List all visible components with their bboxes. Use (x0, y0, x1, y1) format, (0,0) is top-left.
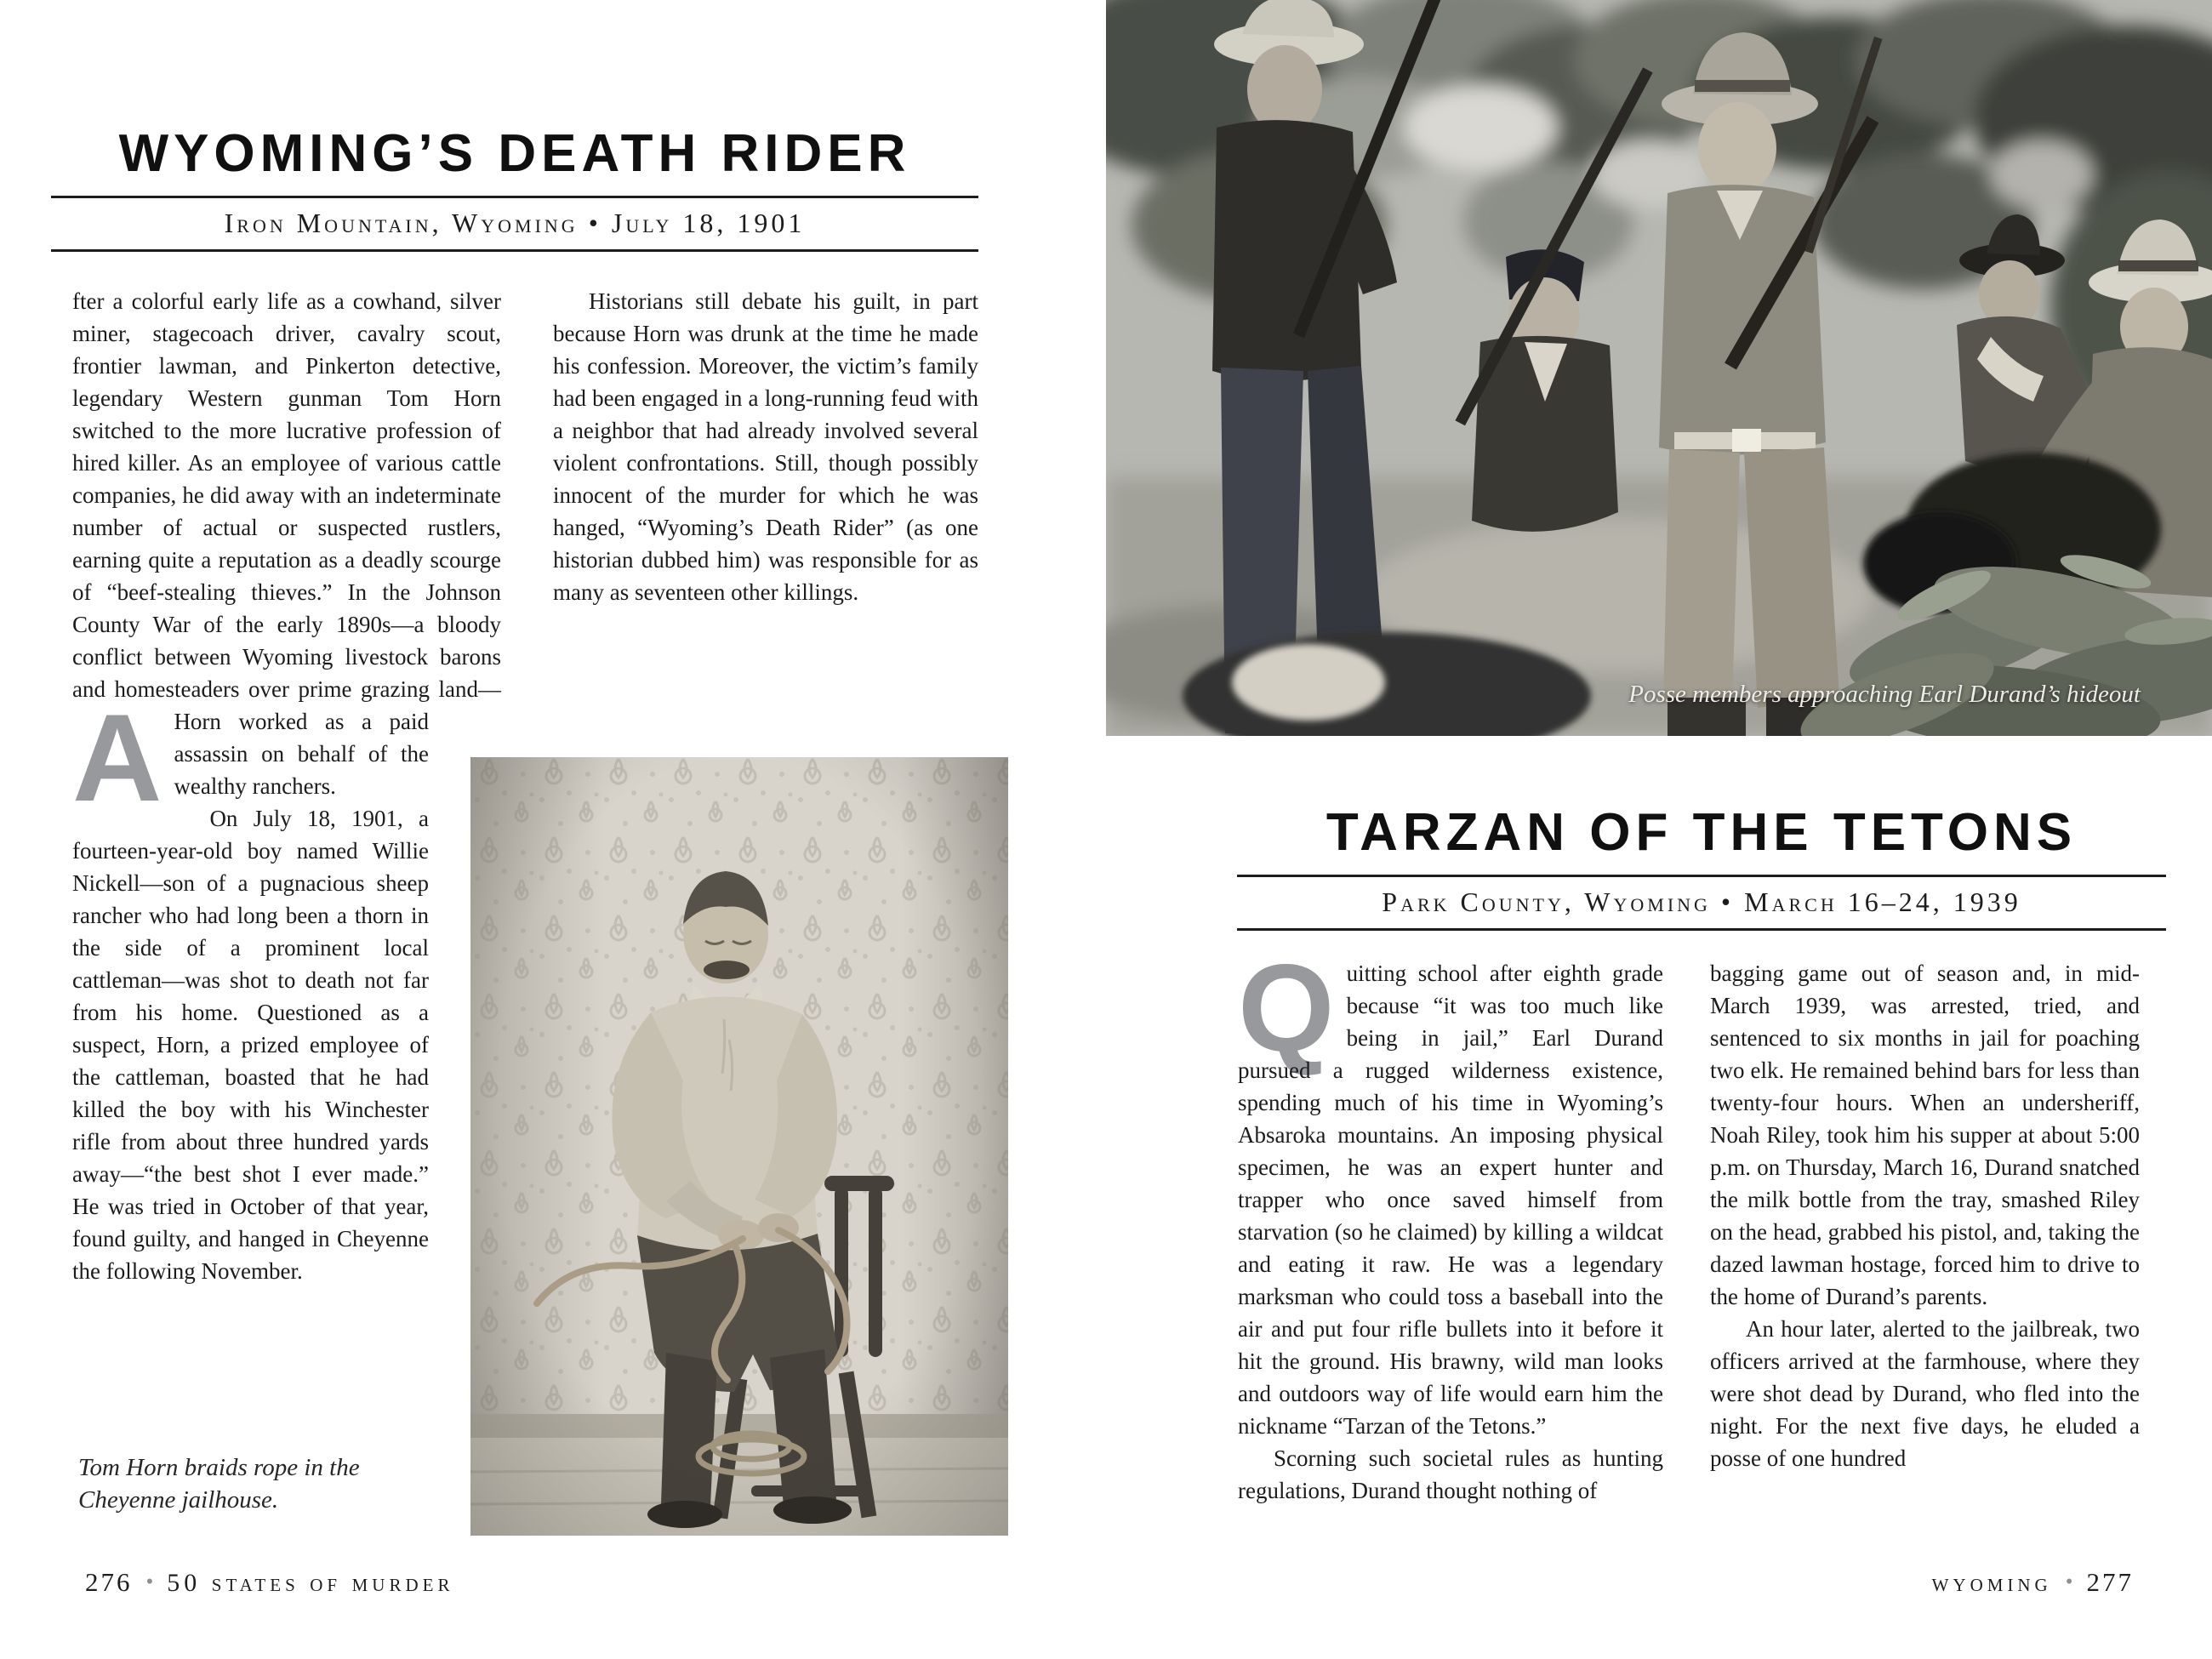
left-page-column-1 (72, 285, 502, 1417)
right-article-title: TARZAN OF THE TETONS (1325, 803, 2078, 862)
body-paragraph: Historians still debate his guilt, in part because Horn was drunk at the time he made his confession. Moreover, the victim’s family had been engaged in a long-running feud with a neighbor that had already involved several violent confrontations. Still, though possibly innocent of the murder for which he was hanged, “Wyoming’s Death Rider” (as one historian dubbed him) was responsible for as many as seventeen other killings. (553, 288, 978, 605)
body-paragraph: An hour later, alerted to the jailbreak, two officers arrived at the farmhouse, where they were shot dead by Durand, who fled into the night. For the next five days, he eluded a posse of one hundred (1710, 1316, 2140, 1471)
drop-cap: A (72, 688, 162, 827)
footer-bullet-icon: • (145, 1571, 154, 1593)
left-page-footer (85, 1567, 453, 1598)
page-number: 277 (2086, 1567, 2134, 1597)
posse-photo (1106, 0, 2212, 736)
photo-caption: Posse members approaching Earl Durand’s hideout (1628, 681, 2141, 708)
left-article-header (51, 124, 978, 252)
body-paragraph: Scorning such societal rules as hunting regulations, Durand thought nothing of (1238, 1445, 1663, 1503)
photo-wrap-spacer (501, 285, 502, 707)
right-article-header (1237, 803, 2166, 931)
left-page-column-2 (553, 285, 978, 693)
right-page-column-2 (1710, 957, 2140, 1544)
book-title: 50 states of murder (167, 1569, 454, 1597)
footer-bullet-icon: • (2065, 1571, 2073, 1593)
photo-caption: Tom Horn braids rope in the Cheyenne jailhouse. (78, 1454, 360, 1514)
body-paragraph: On July 18, 1901, a fourteen-year-old boy named Willie Nickell—son of a pugnacious sheep rancher who had long been a thorn in the side of a prominent local cattleman—was shot to death not far from his home. Questioned as a suspect, Horn, a prized employee of the cattleman, boasted that he had killed the boy with his Winchester rifle from about three hundred yards away—“the best shot I ever made.” He was tried in October of that year, found guilty, and hanged in Cheyenne the following November. (72, 806, 429, 1284)
right-page (1106, 0, 2212, 1659)
left-article-subtitle: Iron Mountain, Wyoming • July 18, 1901 (224, 208, 806, 238)
header-rule (51, 249, 978, 252)
posse-photo-illustration (1106, 0, 2212, 736)
left-article-title: WYOMING’S DEATH RIDER (118, 124, 911, 183)
section-title: wyoming (1931, 1569, 2052, 1597)
tom-horn-photo (470, 757, 1008, 1536)
tom-horn-photo-illustration (470, 757, 1008, 1536)
right-page-footer (1932, 1567, 2134, 1598)
body-paragraph (1238, 957, 1663, 1442)
paragraph-text: uitting school after eighth grade because “it was too much like being in jail,” Earl Durand pursued a rugged wilderness existence, spending much of his time in Wyoming’s Absaroka mountains. An imposing physical specimen, he was an expert hunter and trapper who once saved himself from starvation (so he claimed) by killing a wildcat and eating it raw. He was a legendary marksman who could toss a baseball into the air and put four rifle bullets into it before it hit the ground. His brawny, wild man looks and outdoors way of life would earn him the nickname “Tarzan of the Tetons.” (1238, 961, 1663, 1439)
right-article-subtitle: Park County, Wyoming • March 16–24, 1939 (1382, 887, 2021, 917)
drop-cap: Q (1238, 957, 1335, 1077)
page-number: 276 (85, 1567, 133, 1597)
body-paragraph: bagging game out of season and, in mid-March 1939, was arrested, tried, and sentenced to six months in jail for poaching two elk. He remained behind bars for less than twenty-four hours. When an undersheriff, Noah Riley, took him his supper at about 5:00 p.m. on Thursday, March 16, Durand snatched the milk bottle from the tray, smashed Riley on the head, grabbed his pistol, and, taking the dazed lawman hostage, forced him to drive to the home of Durand’s parents. (1710, 961, 2140, 1309)
right-page-column-1 (1238, 957, 1663, 1544)
paragraph-text: fter a colorful early life as a cowhand, silver miner, stagecoach driver, cavalry scout, frontier lawman, and Pinkerton detective, legendary Western gunman Tom Horn switched to the more lucrative profession of hired killer. As an employee of various cattle companies, he did away with an indeterminate number of actual or suspected rustlers, earning quite a reputation as a deadly scourge of “beef-stealing thieves.” In the Johnson County War of the early 1890s—a bloody conflict between Wyoming livestock barons and homesteaders over prime grazing land—Horn worked as a paid assassin on behalf of the wealthy ranchers. (72, 288, 501, 799)
header-rule (1237, 928, 2166, 931)
